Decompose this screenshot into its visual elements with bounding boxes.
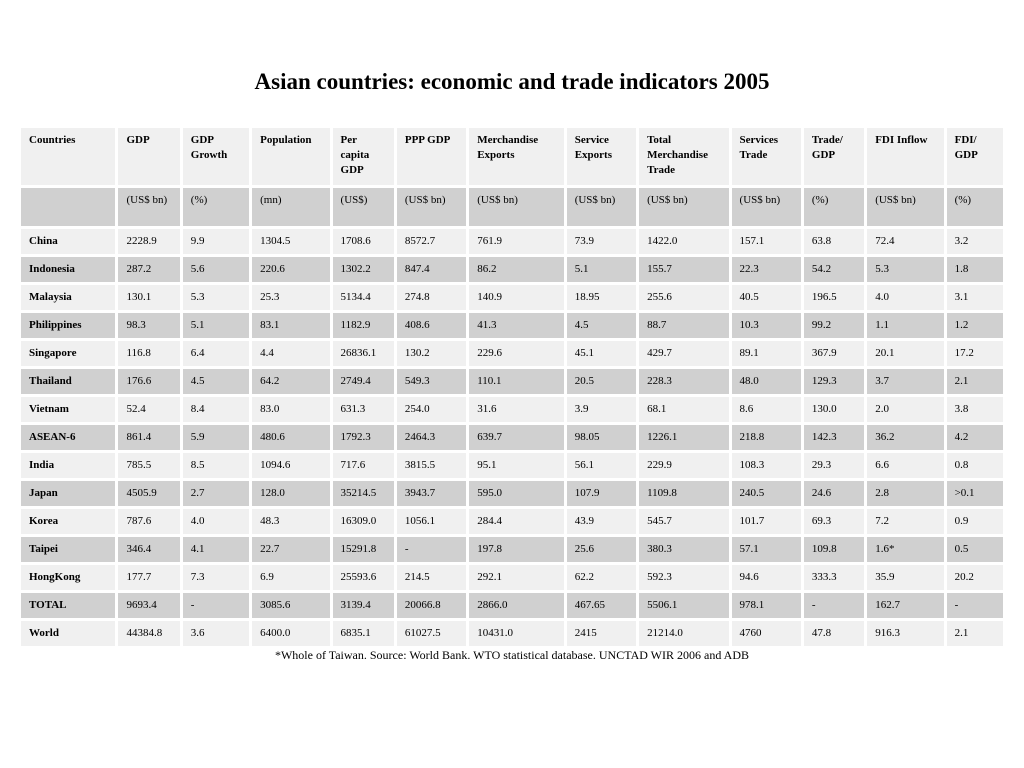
- table-cell: (US$ bn): [639, 188, 728, 226]
- table-cell: 142.3: [804, 425, 864, 450]
- table-cell: 1226.1: [639, 425, 728, 450]
- table-cell: PPP GDP: [397, 128, 466, 185]
- table-cell: 4.0: [183, 509, 249, 534]
- table-cell: GDP Growth: [183, 128, 249, 185]
- table-row: [21, 565, 1003, 590]
- table-cell: 4.4: [252, 341, 329, 366]
- table-row: [21, 621, 1003, 646]
- table-cell: 44384.8: [118, 621, 179, 646]
- table-cell: (US$ bn): [732, 188, 801, 226]
- table-cell: 1109.8: [639, 481, 728, 506]
- table-cell: 140.9: [469, 285, 563, 310]
- table-cell: -: [947, 593, 1003, 618]
- table-cell: 95.1: [469, 453, 563, 478]
- table-cell: 229.6: [469, 341, 563, 366]
- table-cell: 130.1: [118, 285, 179, 310]
- table-cell: 6.9: [252, 565, 329, 590]
- table-cell: 4.2: [947, 425, 1003, 450]
- table-cell: 1302.2: [333, 257, 394, 282]
- table-cell: 1792.3: [333, 425, 394, 450]
- table-cell: 7.2: [867, 509, 943, 534]
- table-cell: 48.0: [732, 369, 801, 394]
- table-cell: 61027.5: [397, 621, 466, 646]
- table-cell: Singapore: [21, 341, 115, 366]
- table-cell: 20.1: [867, 341, 943, 366]
- table-cell: 4760: [732, 621, 801, 646]
- table-cell: 107.9: [567, 481, 636, 506]
- table-cell: 177.7: [118, 565, 179, 590]
- table-cell: 367.9: [804, 341, 864, 366]
- table-row: [21, 229, 1003, 254]
- table-cell: 16309.0: [333, 509, 394, 534]
- table-cell: 36.2: [867, 425, 943, 450]
- table-cell: 89.1: [732, 341, 801, 366]
- table-cell: 5134.4: [333, 285, 394, 310]
- table-cell: 1.2: [947, 313, 1003, 338]
- table-cell: 761.9: [469, 229, 563, 254]
- table-cell: 6.4: [183, 341, 249, 366]
- table-row: [21, 257, 1003, 282]
- table-cell: 45.1: [567, 341, 636, 366]
- table-cell: 69.3: [804, 509, 864, 534]
- table-cell: 1304.5: [252, 229, 329, 254]
- table-cell: 8.6: [732, 397, 801, 422]
- table-cell: 274.8: [397, 285, 466, 310]
- table-cell: 73.9: [567, 229, 636, 254]
- table-cell: 9693.4: [118, 593, 179, 618]
- table-cell: 17.2: [947, 341, 1003, 366]
- table-cell: 25.6: [567, 537, 636, 562]
- table-cell: China: [21, 229, 115, 254]
- table-cell: ASEAN-6: [21, 425, 115, 450]
- table-cell: 21214.0: [639, 621, 728, 646]
- table-cell: 787.6: [118, 509, 179, 534]
- table-cell: 98.3: [118, 313, 179, 338]
- table-cell: HongKong: [21, 565, 115, 590]
- table-row: [21, 313, 1003, 338]
- table-cell: 5506.1: [639, 593, 728, 618]
- table-row: [21, 397, 1003, 422]
- table-cell: 7.3: [183, 565, 249, 590]
- table-cell: 480.6: [252, 425, 329, 450]
- table-cell: 10.3: [732, 313, 801, 338]
- table-cell: 54.2: [804, 257, 864, 282]
- table-cell: Trade/ GDP: [804, 128, 864, 185]
- table-cell: 109.8: [804, 537, 864, 562]
- table-cell: 40.5: [732, 285, 801, 310]
- table-cell: 1.8: [947, 257, 1003, 282]
- table-cell: 1422.0: [639, 229, 728, 254]
- table-cell: 24.6: [804, 481, 864, 506]
- table-cell: 6835.1: [333, 621, 394, 646]
- table-cell: -: [397, 537, 466, 562]
- table-cell: FDI/ GDP: [947, 128, 1003, 185]
- table-cell: 2.1: [947, 369, 1003, 394]
- table-row: [21, 481, 1003, 506]
- table-cell: 3.7: [867, 369, 943, 394]
- table-cell: 162.7: [867, 593, 943, 618]
- table-cell: 220.6: [252, 257, 329, 282]
- table-cell: (%): [804, 188, 864, 226]
- page-title: Asian countries: economic and trade indicators 2005: [254, 69, 770, 94]
- table-cell: Malaysia: [21, 285, 115, 310]
- table-cell: 2866.0: [469, 593, 563, 618]
- table-cell: 1094.6: [252, 453, 329, 478]
- table-cell: 56.1: [567, 453, 636, 478]
- table-cell: 5.9: [183, 425, 249, 450]
- table-cell: 287.2: [118, 257, 179, 282]
- table-cell: 0.5: [947, 537, 1003, 562]
- table-cell: 25.3: [252, 285, 329, 310]
- table-cell: 8572.7: [397, 229, 466, 254]
- table-cell: 9.9: [183, 229, 249, 254]
- table-cell: 26836.1: [333, 341, 394, 366]
- table-cell: 35.9: [867, 565, 943, 590]
- indicators-table: [18, 125, 1006, 649]
- table-cell: Japan: [21, 481, 115, 506]
- table-cell: 130.2: [397, 341, 466, 366]
- table-cell: (US$): [333, 188, 394, 226]
- table-cell: 467.65: [567, 593, 636, 618]
- table-cell: 592.3: [639, 565, 728, 590]
- table-cell: 155.7: [639, 257, 728, 282]
- table-body: [21, 128, 1003, 646]
- table-cell: Service Exports: [567, 128, 636, 185]
- table-cell: 88.7: [639, 313, 728, 338]
- table-cell: 333.3: [804, 565, 864, 590]
- table-cell: 130.0: [804, 397, 864, 422]
- table-cell: (US$ bn): [397, 188, 466, 226]
- table-cell: 43.9: [567, 509, 636, 534]
- table-cell: Merchandise Exports: [469, 128, 563, 185]
- table-cell: 1182.9: [333, 313, 394, 338]
- table-cell: 2.1: [947, 621, 1003, 646]
- table-cell: 2415: [567, 621, 636, 646]
- table-header-row: [21, 128, 1003, 185]
- table-cell: 229.9: [639, 453, 728, 478]
- table-cell: 0.9: [947, 509, 1003, 534]
- table-cell: 6400.0: [252, 621, 329, 646]
- table-cell: FDI Inflow: [867, 128, 943, 185]
- table-cell: -: [804, 593, 864, 618]
- table-cell: 20.5: [567, 369, 636, 394]
- table-cell: 108.3: [732, 453, 801, 478]
- table-cell: 785.5: [118, 453, 179, 478]
- table-cell: 240.5: [732, 481, 801, 506]
- table-cell: 6.6: [867, 453, 943, 478]
- table-cell: 8.4: [183, 397, 249, 422]
- table-cell: 20066.8: [397, 593, 466, 618]
- table-cell: (US$ bn): [567, 188, 636, 226]
- table-cell: 62.2: [567, 565, 636, 590]
- table-cell: Thailand: [21, 369, 115, 394]
- table-cell: 157.1: [732, 229, 801, 254]
- table-cell: 254.0: [397, 397, 466, 422]
- table-cell: India: [21, 453, 115, 478]
- table-cell: 545.7: [639, 509, 728, 534]
- table-cell: 57.1: [732, 537, 801, 562]
- table-cell: Philippines: [21, 313, 115, 338]
- table-cell: 68.1: [639, 397, 728, 422]
- table-cell: 22.7: [252, 537, 329, 562]
- table-cell: World: [21, 621, 115, 646]
- table-cell: 1.1: [867, 313, 943, 338]
- table-cell: 83.0: [252, 397, 329, 422]
- table-cell: 429.7: [639, 341, 728, 366]
- table-cell: 18.95: [567, 285, 636, 310]
- table-row: [21, 285, 1003, 310]
- table-cell: 72.4: [867, 229, 943, 254]
- table-cell: >0.1: [947, 481, 1003, 506]
- table-cell: 5.3: [867, 257, 943, 282]
- table-cell: 5.6: [183, 257, 249, 282]
- table-cell: 1056.1: [397, 509, 466, 534]
- table-cell: 4.5: [183, 369, 249, 394]
- table-row: [21, 509, 1003, 534]
- table-cell: (US$ bn): [867, 188, 943, 226]
- table-cell: 0.8: [947, 453, 1003, 478]
- table-cell: Taipei: [21, 537, 115, 562]
- table-cell: 549.3: [397, 369, 466, 394]
- table-cell: 3139.4: [333, 593, 394, 618]
- table-cell: 29.3: [804, 453, 864, 478]
- table-cell: 176.6: [118, 369, 179, 394]
- footnote: *Whole of Taiwan. Source: World Bank. WTO statistical database. UNCTAD WIR 2006 and ADB: [274, 648, 750, 662]
- table-cell: 2.0: [867, 397, 943, 422]
- table-cell: 380.3: [639, 537, 728, 562]
- table-cell: 83.1: [252, 313, 329, 338]
- table-cell: 3.9: [567, 397, 636, 422]
- table-cell: 218.8: [732, 425, 801, 450]
- table-cell: [21, 188, 115, 226]
- table-cell: (%): [183, 188, 249, 226]
- table-cell: 595.0: [469, 481, 563, 506]
- table-cell: 284.4: [469, 509, 563, 534]
- table-cell: (%): [947, 188, 1003, 226]
- table-row: [21, 537, 1003, 562]
- table-cell: Vietnam: [21, 397, 115, 422]
- table-cell: 2.8: [867, 481, 943, 506]
- table-cell: 4.1: [183, 537, 249, 562]
- table-cell: 1708.6: [333, 229, 394, 254]
- table-cell: 3.1: [947, 285, 1003, 310]
- table-cell: 4.5: [567, 313, 636, 338]
- table-cell: 129.3: [804, 369, 864, 394]
- table-cell: 48.3: [252, 509, 329, 534]
- table-cell: GDP: [118, 128, 179, 185]
- table-cell: 228.3: [639, 369, 728, 394]
- table-cell: (mn): [252, 188, 329, 226]
- table-cell: 52.4: [118, 397, 179, 422]
- table-cell: Korea: [21, 509, 115, 534]
- table-cell: 717.6: [333, 453, 394, 478]
- table-cell: 22.3: [732, 257, 801, 282]
- table-cell: 3943.7: [397, 481, 466, 506]
- table-cell: (US$ bn): [118, 188, 179, 226]
- table-cell: TOTAL: [21, 593, 115, 618]
- table-cell: 1.6*: [867, 537, 943, 562]
- table-cell: 639.7: [469, 425, 563, 450]
- table-cell: 346.4: [118, 537, 179, 562]
- table-cell: 99.2: [804, 313, 864, 338]
- table-cell: 4.0: [867, 285, 943, 310]
- table-cell: 292.1: [469, 565, 563, 590]
- table-cell: 631.3: [333, 397, 394, 422]
- table-row: [21, 341, 1003, 366]
- table-cell: Countries: [21, 128, 115, 185]
- table-cell: 916.3: [867, 621, 943, 646]
- table-cell: 2.7: [183, 481, 249, 506]
- table-cell: 110.1: [469, 369, 563, 394]
- table-cell: 255.6: [639, 285, 728, 310]
- table-cell: 41.3: [469, 313, 563, 338]
- table-cell: 116.8: [118, 341, 179, 366]
- table-cell: 196.5: [804, 285, 864, 310]
- table-cell: 408.6: [397, 313, 466, 338]
- table-cell: 214.5: [397, 565, 466, 590]
- table-row: [21, 453, 1003, 478]
- table-row: [21, 593, 1003, 618]
- table-cell: 20.2: [947, 565, 1003, 590]
- table-cell: 94.6: [732, 565, 801, 590]
- table-cell: Services Trade: [732, 128, 801, 185]
- table-cell: 197.8: [469, 537, 563, 562]
- table-cell: 3.8: [947, 397, 1003, 422]
- table-cell: -: [183, 593, 249, 618]
- table-cell: Population: [252, 128, 329, 185]
- table-cell: Per capita GDP: [333, 128, 394, 185]
- table-cell: 47.8: [804, 621, 864, 646]
- table-cell: 64.2: [252, 369, 329, 394]
- table-cell: 978.1: [732, 593, 801, 618]
- table-units-row: [21, 188, 1003, 226]
- table-cell: 86.2: [469, 257, 563, 282]
- table-cell: 3085.6: [252, 593, 329, 618]
- table-cell: 15291.8: [333, 537, 394, 562]
- table-cell: 8.5: [183, 453, 249, 478]
- table-cell: Total Merchandise Trade: [639, 128, 728, 185]
- table-cell: 10431.0: [469, 621, 563, 646]
- table-cell: 3.2: [947, 229, 1003, 254]
- table-cell: 98.05: [567, 425, 636, 450]
- table-cell: 861.4: [118, 425, 179, 450]
- table-cell: 847.4: [397, 257, 466, 282]
- table-cell: (US$ bn): [469, 188, 563, 226]
- table-cell: 5.1: [567, 257, 636, 282]
- table-cell: 3.6: [183, 621, 249, 646]
- table-cell: 3815.5: [397, 453, 466, 478]
- table-cell: 4505.9: [118, 481, 179, 506]
- table-cell: 31.6: [469, 397, 563, 422]
- table-cell: 63.8: [804, 229, 864, 254]
- table-cell: 2464.3: [397, 425, 466, 450]
- table-row: [21, 425, 1003, 450]
- table-cell: 5.1: [183, 313, 249, 338]
- table-cell: 25593.6: [333, 565, 394, 590]
- table-row: [21, 369, 1003, 394]
- table-cell: 2228.9: [118, 229, 179, 254]
- table-cell: 2749.4: [333, 369, 394, 394]
- table-cell: Indonesia: [21, 257, 115, 282]
- table-cell: 5.3: [183, 285, 249, 310]
- table-cell: 35214.5: [333, 481, 394, 506]
- table-cell: 101.7: [732, 509, 801, 534]
- table-cell: 128.0: [252, 481, 329, 506]
